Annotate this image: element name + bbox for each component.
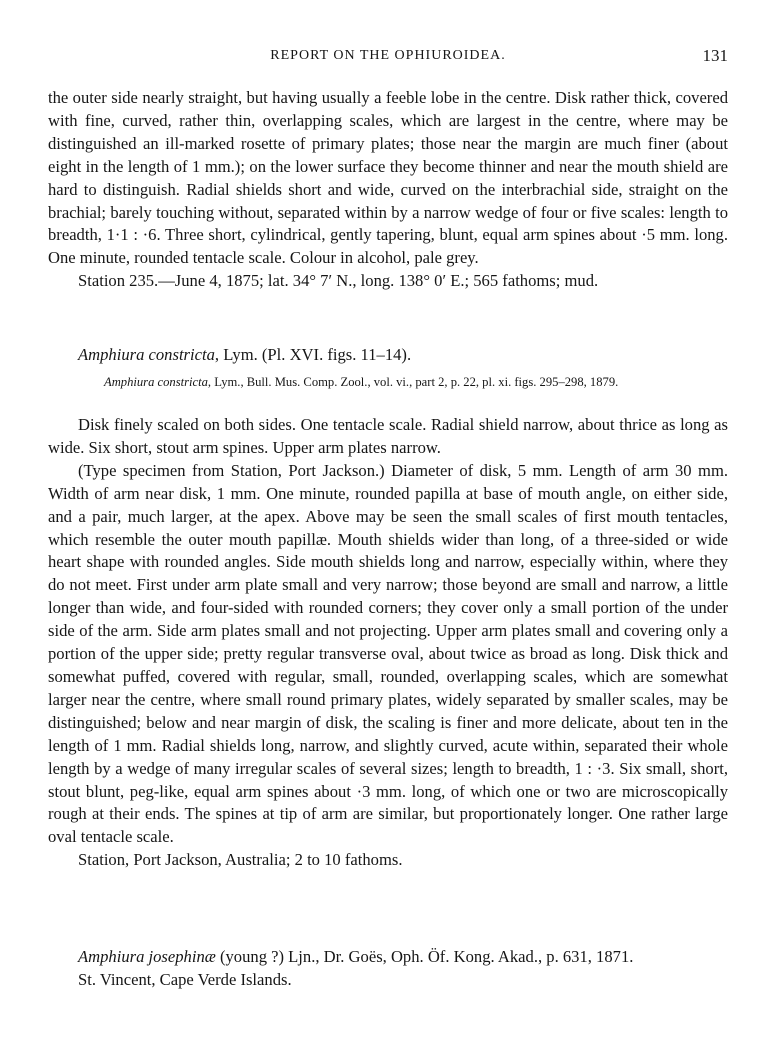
species-citation (104, 373, 726, 391)
species-name: Amphiura constricta (78, 345, 215, 364)
station-line-port-jackson: Station, Port Jackson, Australia; 2 to 10 fathoms. (78, 850, 403, 870)
locality-line: St. Vincent, Cape Verde Islands. (78, 969, 292, 989)
citation-species-name: Amphiura constricta (104, 375, 208, 389)
species-name-josephinae: Amphiura josephinæ (78, 947, 216, 966)
citation-reference: , Lym., Bull. Mus. Comp. Zool., vol. vi., part 2, p. 22, pl. xi. figs. 295–298, 1879. (207, 375, 619, 389)
species-heading-josephinae (48, 946, 728, 992)
station-line-235: Station 235.—June 4, 1875; lat. 34° 7′ N., long. 138° 0′ E.; 565 fathoms; mud. (78, 271, 599, 291)
paragraph-continued: the outer side nearly straight, but having usually a feeble lobe in the centre. Disk rather thick, covered with fine, curved, rather thin, overlapping scales, which are largest in the centre, where may be distinguished an ill-marked rosette of primary plates; those near the margin are much finer (about eight in the length of 1 mm.); on the lower surface they become thinner and near the mouth shield are hard to distinguish. Radial shields short and wide, curved on the interbrachial side, straight on the brachial; barely touching without, separated within by a narrow wedge of four or five scales: length to breadth, 1·1 : ·6. Three short, cylindrical, gently tapering, blunt, equal arm spines about ·5 mm. long. One minute, rounded tentacle scale. Colour in alcohol, pale grey. (48, 88, 728, 268)
continued-description (48, 87, 728, 293)
species-authority-josephinae: (young ?) Ljn., Dr. Goës, Oph. Öf. Kong. Akad., p. 631, 1871. (215, 947, 634, 966)
species-authority: , Lym. (Pl. XVI. figs. 11–14). (214, 345, 412, 364)
running-head: REPORT ON THE OPHIUROIDEA. (270, 48, 506, 63)
diagnosis-paragraph: Disk finely scaled on both sides. One tentacle scale. Radial shield narrow, about thrice as long as wide. Six short, stout arm spines. Upper arm plates narrow. (48, 415, 728, 457)
description-paragraph: (Type specimen from Station, Port Jackson.) Diameter of disk, 5 mm. Length of arm 30 mm. Width of arm near disk, 1 mm. One minute, rounded papilla at base of mouth angle, on either side, and a pair, much larger, at the apex. Above may be seen the small scales of first mouth tentacles, which resemble the outer mouth papillæ. Mouth shields wider than long, of a three-sided or wide heart shape with rounded angles. Side mouth shields long and narrow, especially within, where they do not meet. First under arm plate small and very narrow; those beyond are small and narrow, a little longer than wide, and four-sided with rounded corners; they cover only a small portion of the under side of the arm. Side arm plates small and not projecting. Upper arm plates small and covering only a portion of the upper side; pretty regular transverse oval, about twice as broad as long. Disk thick and somewhat puffed, covered with regular, small, rounded, overlapping scales, which are somewhat larger near the centre, where small round primary plates, widely separated by smaller scales, may be distinguished; below and near margin of disk, the scaling is finer and more delicate, about ten in the length of 1 mm. Radial shields long, narrow, and slightly curved, acute within, separated their whole length by a wedge of many irregular scales of several sizes; length to breadth, 1 : ·3. Six small, short, stout blunt, peg-like, equal arm spines about ·3 mm. long, of which one or two are microscopically rough at their ends. The spines at tip of arm are similar, but proportionately longer. One rather large oval tentacle scale. (48, 460, 728, 847)
species-body-constricta (48, 414, 728, 872)
page-header (48, 46, 728, 68)
page-number: 131 (702, 46, 728, 65)
species-heading-constricta (48, 344, 728, 367)
